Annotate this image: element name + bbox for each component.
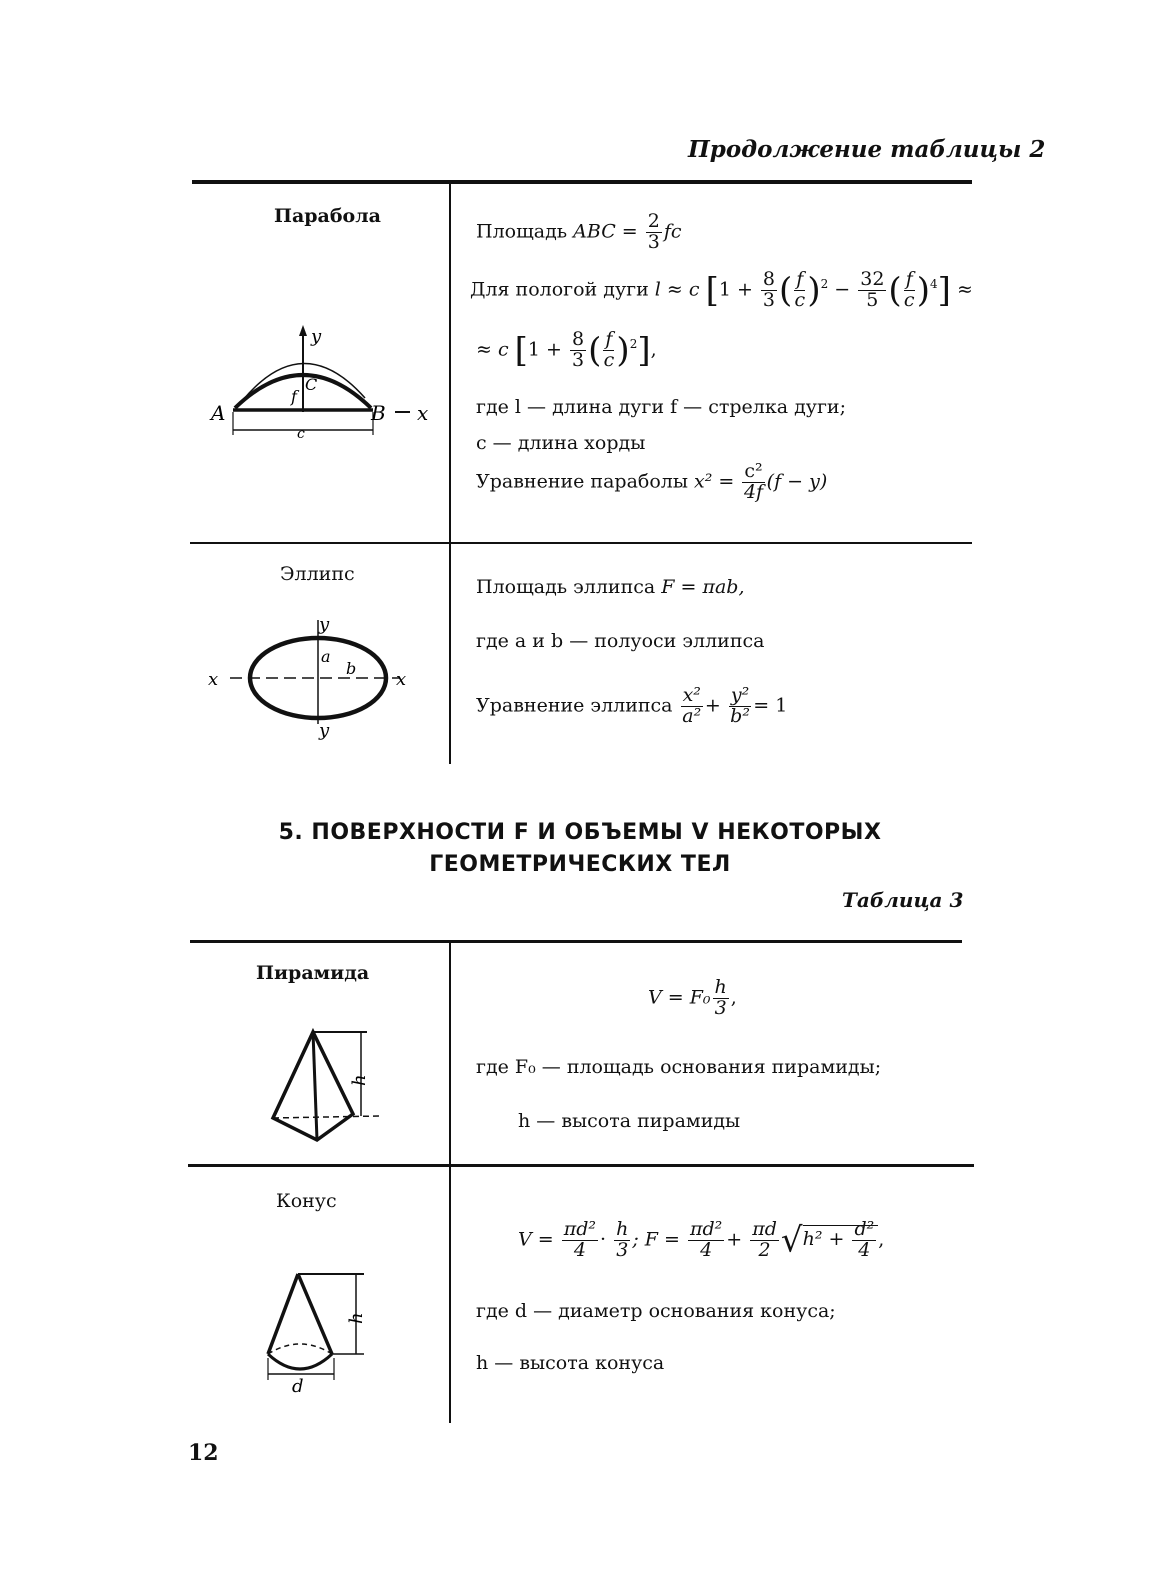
fig-cone-h: h — [346, 1312, 367, 1324]
pyramid-name: Пирамида — [256, 962, 370, 984]
fig-h: h — [349, 1074, 370, 1086]
section-title-2: ГЕОМЕТРИЧЕСКИХ ТЕЛ — [429, 852, 731, 877]
parabola-name: Парабола — [274, 205, 381, 227]
cone-def-2: h — высота конуса — [476, 1352, 665, 1374]
fig-b-label: B — [371, 401, 386, 425]
table3-top-rule — [190, 940, 962, 943]
fig-x-left: x — [208, 669, 219, 690]
table3-column-divider — [449, 943, 451, 1423]
cone-name: Конус — [276, 1190, 337, 1212]
parabola-arc-line: Для пологой дуги l ≈ c [1 + $\frac{8}{3}$ ( $\frac{f}{c}$ )$^2$ − $\frac{32}{5}$ ( $\frac{f}{c}$ )$^4$] ≈ — [470, 268, 973, 311]
row-divider — [190, 542, 972, 544]
y-axis-arrow — [299, 325, 307, 336]
parabola-approx-line: ≈ c [1 + $\frac{8}{3}$ ( $\frac{f}{c}$ )$^2$], — [476, 328, 657, 371]
ellipse-name: Эллипс — [280, 563, 355, 585]
cone-left-edge — [268, 1274, 298, 1354]
fig-x-label: x — [417, 401, 429, 425]
fig-a-label: A — [211, 401, 226, 425]
table-top-rule — [192, 180, 972, 184]
pyramid-def-2: h — высота пирамиды — [518, 1110, 741, 1132]
cone-def-1: где d — диаметр основания конуса; — [476, 1300, 836, 1322]
parabola-area-line: Площадь ABC = $\frac{2}{3}$ fc — [476, 210, 682, 253]
ellipse-area-line: Площадь эллипса F = πab, — [476, 576, 745, 598]
cone-base-front — [268, 1354, 332, 1369]
pyramid-base-dashed — [273, 1116, 379, 1118]
fig-f-label: f — [291, 387, 297, 406]
area-fraction: $\frac{2}{3}$ — [647, 210, 660, 253]
cone-formula: V = $\frac{\text{πd²}}{4}$ · $\frac{h}{3}$ ; F = $\frac{\text{πd²}}{4}$ + $\frac{\pi d}{2}$ √h² + $\frac{\text{d²}}{4}$ , — [518, 1218, 885, 1261]
fig-y-bottom: y — [319, 720, 330, 741]
fig-x-right: x — [396, 669, 407, 690]
parabola-def-2: c — длина хорды — [476, 432, 646, 454]
table-3-label: Таблица 3 — [842, 888, 964, 912]
fig-chord-label: c — [297, 426, 305, 442]
pyramid-formula: V = F₀ $\frac{h}{3}$ , — [648, 976, 737, 1019]
cone-base-back — [268, 1344, 332, 1354]
parabola-figure — [205, 320, 445, 450]
section-title-1: 5. ПОВЕРХНОСТИ F И ОБЪЕМЫ V НЕКОТОРЫХ — [278, 820, 882, 845]
ellipse-def: где a и b — полуоси эллипса — [476, 630, 765, 652]
ellipse-equation-line: Уравнение эллипса $\frac{\text{x²}}{\text{a²}}$ + $\frac{\text{y²}}{\text{b²}}$ = 1 — [476, 684, 788, 727]
page-number: 12 — [188, 1440, 219, 1466]
cone-figure — [252, 1262, 382, 1402]
table-column-divider — [449, 184, 451, 764]
area-label: Площадь — [476, 220, 568, 243]
pyramid-def-1: где F₀ — площадь основания пирамиды; — [476, 1056, 882, 1078]
parabola-equation-line: Уравнение параболы x² = $\frac{\text{c²}}{4f}$ (f − y) — [476, 460, 828, 503]
fig-c-label: C — [305, 375, 318, 394]
fig-y-top: y — [319, 614, 330, 635]
fig-y-label: y — [311, 326, 322, 347]
fig-cone-d: d — [292, 1376, 304, 1397]
parabola-def-1: где l — длина дуги f — стрелка дуги; — [476, 396, 846, 418]
table3-row-divider — [188, 1164, 974, 1167]
fig-b: b — [346, 659, 357, 678]
ellipse-figure — [200, 612, 440, 742]
pyramid-figure — [255, 1020, 405, 1150]
cone-right-edge — [298, 1274, 332, 1354]
continuation-header: Продолжение таблицы 2 — [688, 136, 1046, 163]
fig-a: a — [321, 647, 331, 666]
